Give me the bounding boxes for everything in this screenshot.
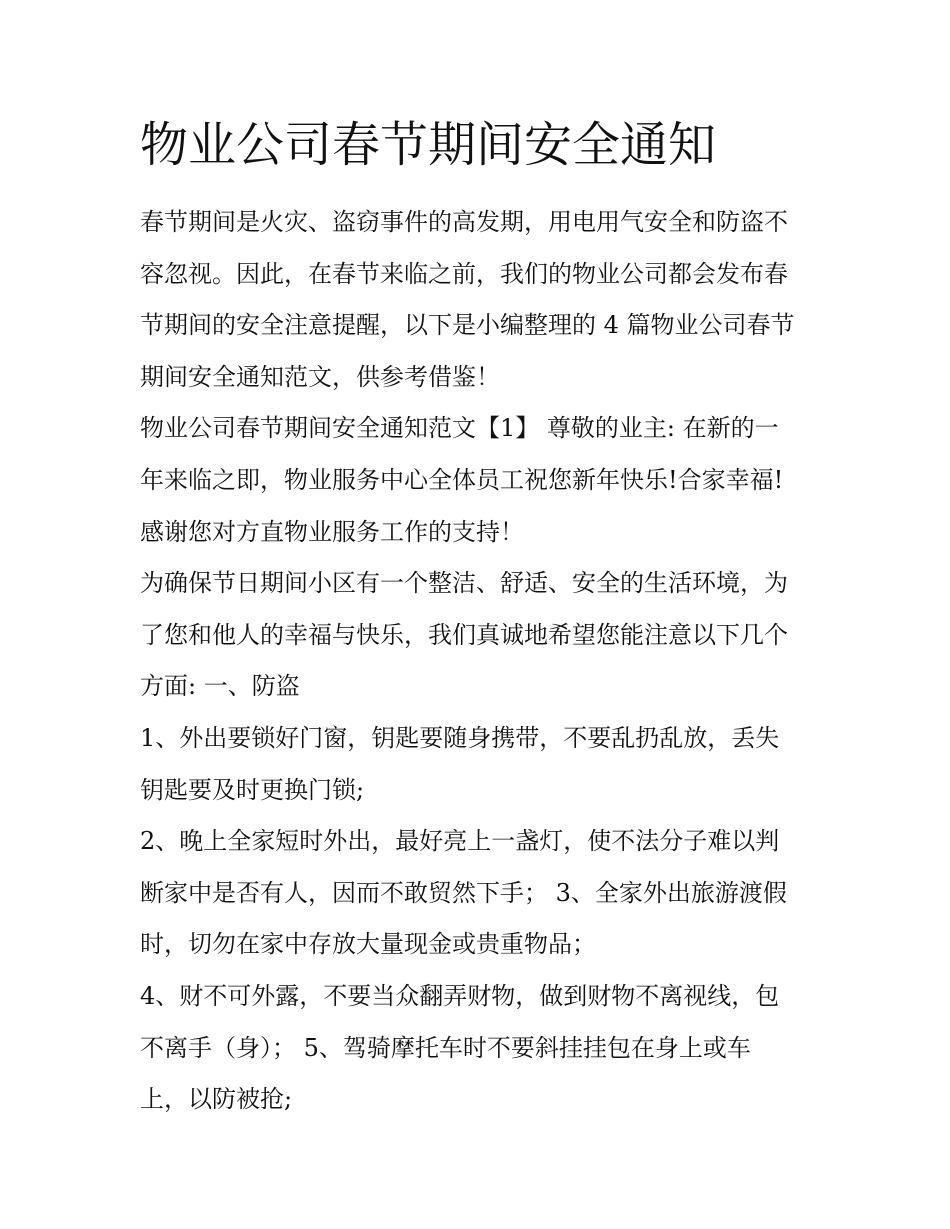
body-line: 时，切勿在家中存放大量现金或贵重物品； bbox=[140, 930, 596, 959]
document-title: 物业公司春节期间安全通知 bbox=[140, 117, 717, 173]
body-line: 4、财不可外露，不要当众翻弄财物，做到财物不离视线，包 bbox=[140, 981, 780, 1010]
body-line: 断家中是否有人，因而不敢贸然下手； 3、全家外出旅游渡假 bbox=[140, 878, 787, 907]
body-line: 上，以防被抢; bbox=[140, 1085, 293, 1114]
body-line: 不离手（身）； 5、驾骑摩托车时不要斜挂挂包在身上或车 bbox=[140, 1033, 751, 1062]
body-line: 为确保节日期间小区有一个整洁、舒适、安全的生活环境，为 bbox=[140, 569, 788, 598]
body-line: 钥匙要及时更换门锁; bbox=[140, 775, 365, 804]
body-line: 1、外出要锁好门窗，钥匙要随身携带，不要乱扔乱放，丢失 bbox=[140, 723, 780, 752]
body-line: 容忽视。因此，在春节来临之前，我们的物业公司都会发布春 bbox=[140, 259, 788, 288]
body-line: 了您和他人的幸福与快乐，我们真诚地希望您能注意以下几个 bbox=[140, 620, 788, 649]
body-line: 物业公司春节期间安全通知范文【1】 尊敬的业主: 在新的一 bbox=[140, 414, 779, 443]
body-line: 节期间的安全注意提醒，以下是小编整理的 4 篇物业公司春节 bbox=[140, 311, 795, 340]
body-line: 春节期间是火灾、盗窃事件的高发期，用电用气安全和防盗不 bbox=[140, 208, 788, 236]
body-line: 2、晚上全家短时外出，最好亮上一盏灯，使不法分子难以判 bbox=[140, 827, 780, 856]
body-line: 方面: 一、防盗 bbox=[140, 672, 300, 701]
body-line: 期间安全通知范文，供参考借鉴！ bbox=[140, 362, 500, 391]
document-body bbox=[140, 197, 820, 1126]
body-line: 年来临之即，物业服务中心全体员工祝您新年快乐!合家幸福! bbox=[140, 465, 784, 494]
body-line: 感谢您对方直物业服务工作的支持！ bbox=[140, 517, 524, 546]
